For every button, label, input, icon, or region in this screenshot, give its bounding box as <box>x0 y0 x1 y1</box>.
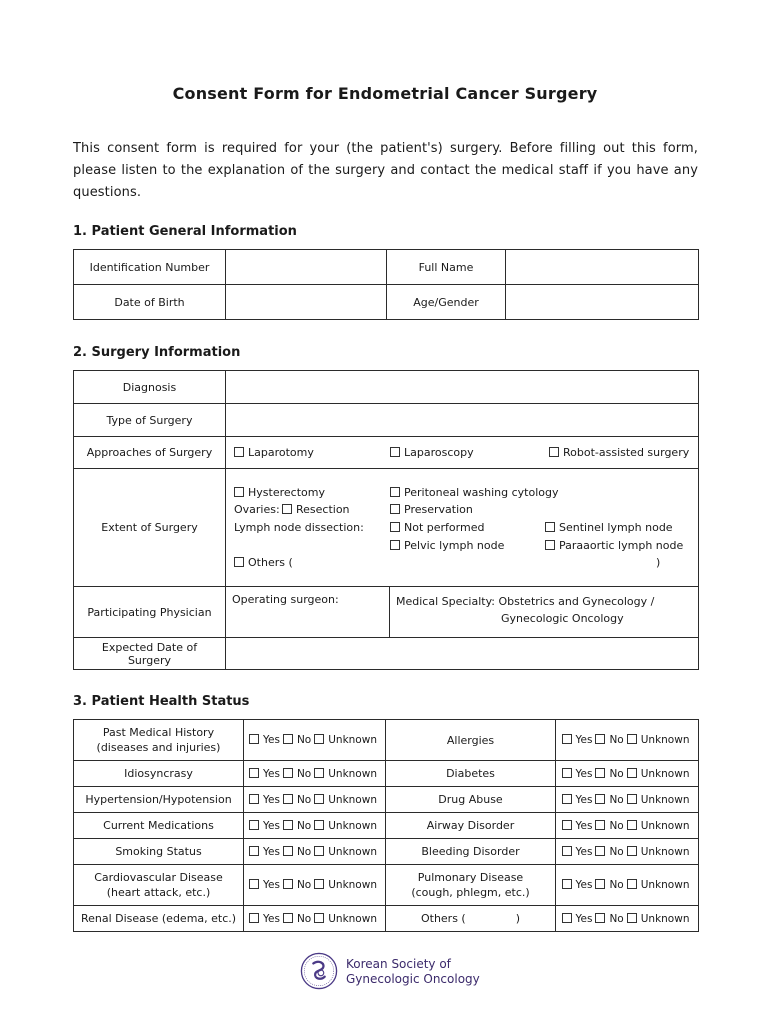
health-right-label: Airway Disorder <box>386 813 556 839</box>
health-right-answer-unknown-checkbox[interactable]: Unknown <box>627 768 693 780</box>
health-row <box>74 720 699 761</box>
health-left-answer <box>244 813 386 839</box>
expected-date-label: Expected Date of Surgery <box>74 638 226 670</box>
society-name <box>346 957 480 987</box>
health-left-answer-no-checkbox[interactable]: No <box>283 820 314 832</box>
health-right-answer-yes-checkbox[interactable]: Yes <box>562 879 596 891</box>
health-right-answer-unknown-checkbox[interactable]: Unknown <box>627 879 693 891</box>
health-left-answer <box>244 720 386 761</box>
operating-surgeon-field[interactable] <box>226 587 390 638</box>
not-performed-checkbox[interactable]: Not performed <box>390 519 484 537</box>
health-left-label: Smoking Status <box>74 839 244 865</box>
health-right-answer <box>556 761 699 787</box>
health-right-answer-unknown-checkbox[interactable]: Unknown <box>627 913 693 925</box>
health-right-answer <box>556 787 699 813</box>
health-left-label: Hypertension/Hypotension <box>74 787 244 813</box>
health-right-answer <box>556 865 699 906</box>
health-status-table <box>73 719 699 932</box>
age-gender-label: Age/Gender <box>387 285 506 320</box>
health-row <box>74 906 699 932</box>
surgery-type-field[interactable] <box>226 404 699 437</box>
health-row <box>74 787 699 813</box>
surgery-info-table <box>73 370 699 670</box>
health-right-label: Diabetes <box>386 761 556 787</box>
society-name-line-1: Korean Society of <box>346 957 451 971</box>
health-left-answer-unknown-checkbox[interactable]: Unknown <box>314 734 380 746</box>
health-left-answer-no-checkbox[interactable]: No <box>283 794 314 806</box>
health-right-answer-yes-checkbox[interactable]: Yes <box>562 820 596 832</box>
operating-surgeon-label: Operating surgeon: <box>232 593 339 606</box>
health-left-answer <box>244 865 386 906</box>
approaches-label: Approaches of Surgery <box>74 437 226 469</box>
others-checkbox[interactable]: Others ( <box>234 554 293 572</box>
ovaries-label: Ovaries: <box>234 502 280 516</box>
health-right-answer <box>556 839 699 865</box>
age-gender-field[interactable] <box>506 285 699 320</box>
expected-date-field[interactable] <box>226 638 699 670</box>
health-left-label: Cardiovascular Disease (heart attack, etc.) <box>74 865 244 906</box>
health-right-answer-yes-checkbox[interactable]: Yes <box>562 846 596 858</box>
form-title: Consent Form for Endometrial Cancer Surgery <box>172 84 598 103</box>
footer <box>300 952 540 992</box>
intro-paragraph: This consent form is required for your (the patient's) surgery. Before filling out this form, please listen to the explanation of the surgery and contact the medical staff if you have any questions. <box>73 141 698 200</box>
health-right-answer-no-checkbox[interactable]: No <box>595 820 626 832</box>
health-left-answer <box>244 761 386 787</box>
health-right-answer-no-checkbox[interactable]: No <box>595 913 626 925</box>
health-right-answer-no-checkbox[interactable]: No <box>595 734 626 746</box>
specialty-line-1: Medical Specialty: Obstetrics and Gynecology / <box>396 595 655 608</box>
health-left-answer-unknown-checkbox[interactable]: Unknown <box>314 768 380 780</box>
health-left-answer-no-checkbox[interactable]: No <box>283 768 314 780</box>
health-left-answer-unknown-checkbox[interactable]: Unknown <box>314 820 380 832</box>
health-left-answer-unknown-checkbox[interactable]: Unknown <box>314 846 380 858</box>
society-logo-icon <box>300 952 338 990</box>
section-heading-surgery: 2. Surgery Information <box>73 345 241 360</box>
surgery-type-label: Type of Surgery <box>74 404 226 437</box>
society-name-line-2: Gynecologic Oncology <box>346 972 480 986</box>
health-left-answer <box>244 906 386 932</box>
health-right-answer-unknown-checkbox[interactable]: Unknown <box>627 734 693 746</box>
resection-checkbox[interactable]: Resection <box>282 501 350 519</box>
medical-specialty <box>390 587 699 638</box>
section-heading-general: 1. Patient General Information <box>73 224 297 239</box>
health-left-answer-yes-checkbox[interactable]: Yes <box>249 913 283 925</box>
health-right-label: Drug Abuse <box>386 787 556 813</box>
health-row <box>74 865 699 906</box>
health-right-label: Bleeding Disorder <box>386 839 556 865</box>
paraaortic-lymph-checkbox[interactable]: Paraaortic lymph node <box>545 537 683 555</box>
health-left-answer-no-checkbox[interactable]: No <box>283 734 314 746</box>
health-right-answer-yes-checkbox[interactable]: Yes <box>562 913 596 925</box>
health-row <box>74 839 699 865</box>
id-number-field[interactable] <box>226 250 387 285</box>
health-left-answer-no-checkbox[interactable]: No <box>283 879 314 891</box>
health-left-answer-no-checkbox[interactable]: No <box>283 846 314 858</box>
full-name-field[interactable] <box>506 250 699 285</box>
hysterectomy-checkbox[interactable]: Hysterectomy <box>234 484 325 502</box>
health-left-answer-unknown-checkbox[interactable]: Unknown <box>314 913 380 925</box>
laparoscopy-checkbox[interactable]: Laparoscopy <box>390 444 474 462</box>
physician-label: Participating Physician <box>74 587 226 638</box>
health-left-answer-yes-checkbox[interactable]: Yes <box>249 794 283 806</box>
approaches-options <box>226 437 699 469</box>
dob-label: Date of Birth <box>74 285 226 320</box>
others-close-paren: ) <box>656 555 661 569</box>
health-right-answer-unknown-checkbox[interactable]: Unknown <box>627 820 693 832</box>
health-right-answer-no-checkbox[interactable]: No <box>595 846 626 858</box>
health-right-answer-yes-checkbox[interactable]: Yes <box>562 794 596 806</box>
health-left-label: Past Medical History (diseases and injuries) <box>74 720 244 761</box>
extent-label: Extent of Surgery <box>74 469 226 587</box>
health-left-answer-unknown-checkbox[interactable]: Unknown <box>314 794 380 806</box>
health-right-label: Allergies <box>386 720 556 761</box>
health-right-answer <box>556 720 699 761</box>
health-right-answer-yes-checkbox[interactable]: Yes <box>562 734 596 746</box>
health-left-label: Renal Disease (edema, etc.) <box>74 906 244 932</box>
lymph-node-label: Lymph node dissection: <box>234 520 364 534</box>
sentinel-lymph-checkbox[interactable]: Sentinel lymph node <box>545 519 673 537</box>
health-right-answer-no-checkbox[interactable]: No <box>595 879 626 891</box>
health-left-answer-yes-checkbox[interactable]: Yes <box>249 768 283 780</box>
health-right-answer-yes-checkbox[interactable]: Yes <box>562 768 596 780</box>
health-left-answer <box>244 839 386 865</box>
health-left-answer-yes-checkbox[interactable]: Yes <box>249 846 283 858</box>
general-info-table <box>73 249 699 320</box>
health-left-answer-yes-checkbox[interactable]: Yes <box>249 820 283 832</box>
peritoneal-washing-checkbox[interactable]: Peritoneal washing cytology <box>390 484 559 502</box>
pelvic-lymph-checkbox[interactable]: Pelvic lymph node <box>390 537 504 555</box>
diagnosis-field[interactable] <box>226 371 699 404</box>
health-right-label: Others ( ) <box>386 906 556 932</box>
health-left-label: Current Medications <box>74 813 244 839</box>
health-row <box>74 761 699 787</box>
health-left-label: Idiosyncrasy <box>74 761 244 787</box>
dob-field[interactable] <box>226 285 387 320</box>
robot-assisted-checkbox[interactable]: Robot-assisted surgery <box>549 444 689 462</box>
health-right-label: Pulmonary Disease (cough, phlegm, etc.) <box>386 865 556 906</box>
health-right-answer <box>556 813 699 839</box>
extent-options <box>226 469 699 587</box>
health-left-answer-yes-checkbox[interactable]: Yes <box>249 734 283 746</box>
health-left-answer-yes-checkbox[interactable]: Yes <box>249 879 283 891</box>
preservation-checkbox[interactable]: Preservation <box>390 501 473 519</box>
health-left-answer-unknown-checkbox[interactable]: Unknown <box>314 879 380 891</box>
laparotomy-checkbox[interactable]: Laparotomy <box>234 444 314 462</box>
specialty-line-2: Gynecologic Oncology <box>501 612 624 625</box>
health-row <box>74 813 699 839</box>
full-name-label: Full Name <box>387 250 506 285</box>
health-right-answer-no-checkbox[interactable]: No <box>595 768 626 780</box>
health-right-answer-unknown-checkbox[interactable]: Unknown <box>627 794 693 806</box>
health-right-answer <box>556 906 699 932</box>
id-number-label: Identification Number <box>74 250 226 285</box>
diagnosis-label: Diagnosis <box>74 371 226 404</box>
section-heading-health: 3. Patient Health Status <box>73 694 250 709</box>
health-left-answer <box>244 787 386 813</box>
health-right-answer-no-checkbox[interactable]: No <box>595 794 626 806</box>
health-right-answer-unknown-checkbox[interactable]: Unknown <box>627 846 693 858</box>
health-left-answer-no-checkbox[interactable]: No <box>283 913 314 925</box>
